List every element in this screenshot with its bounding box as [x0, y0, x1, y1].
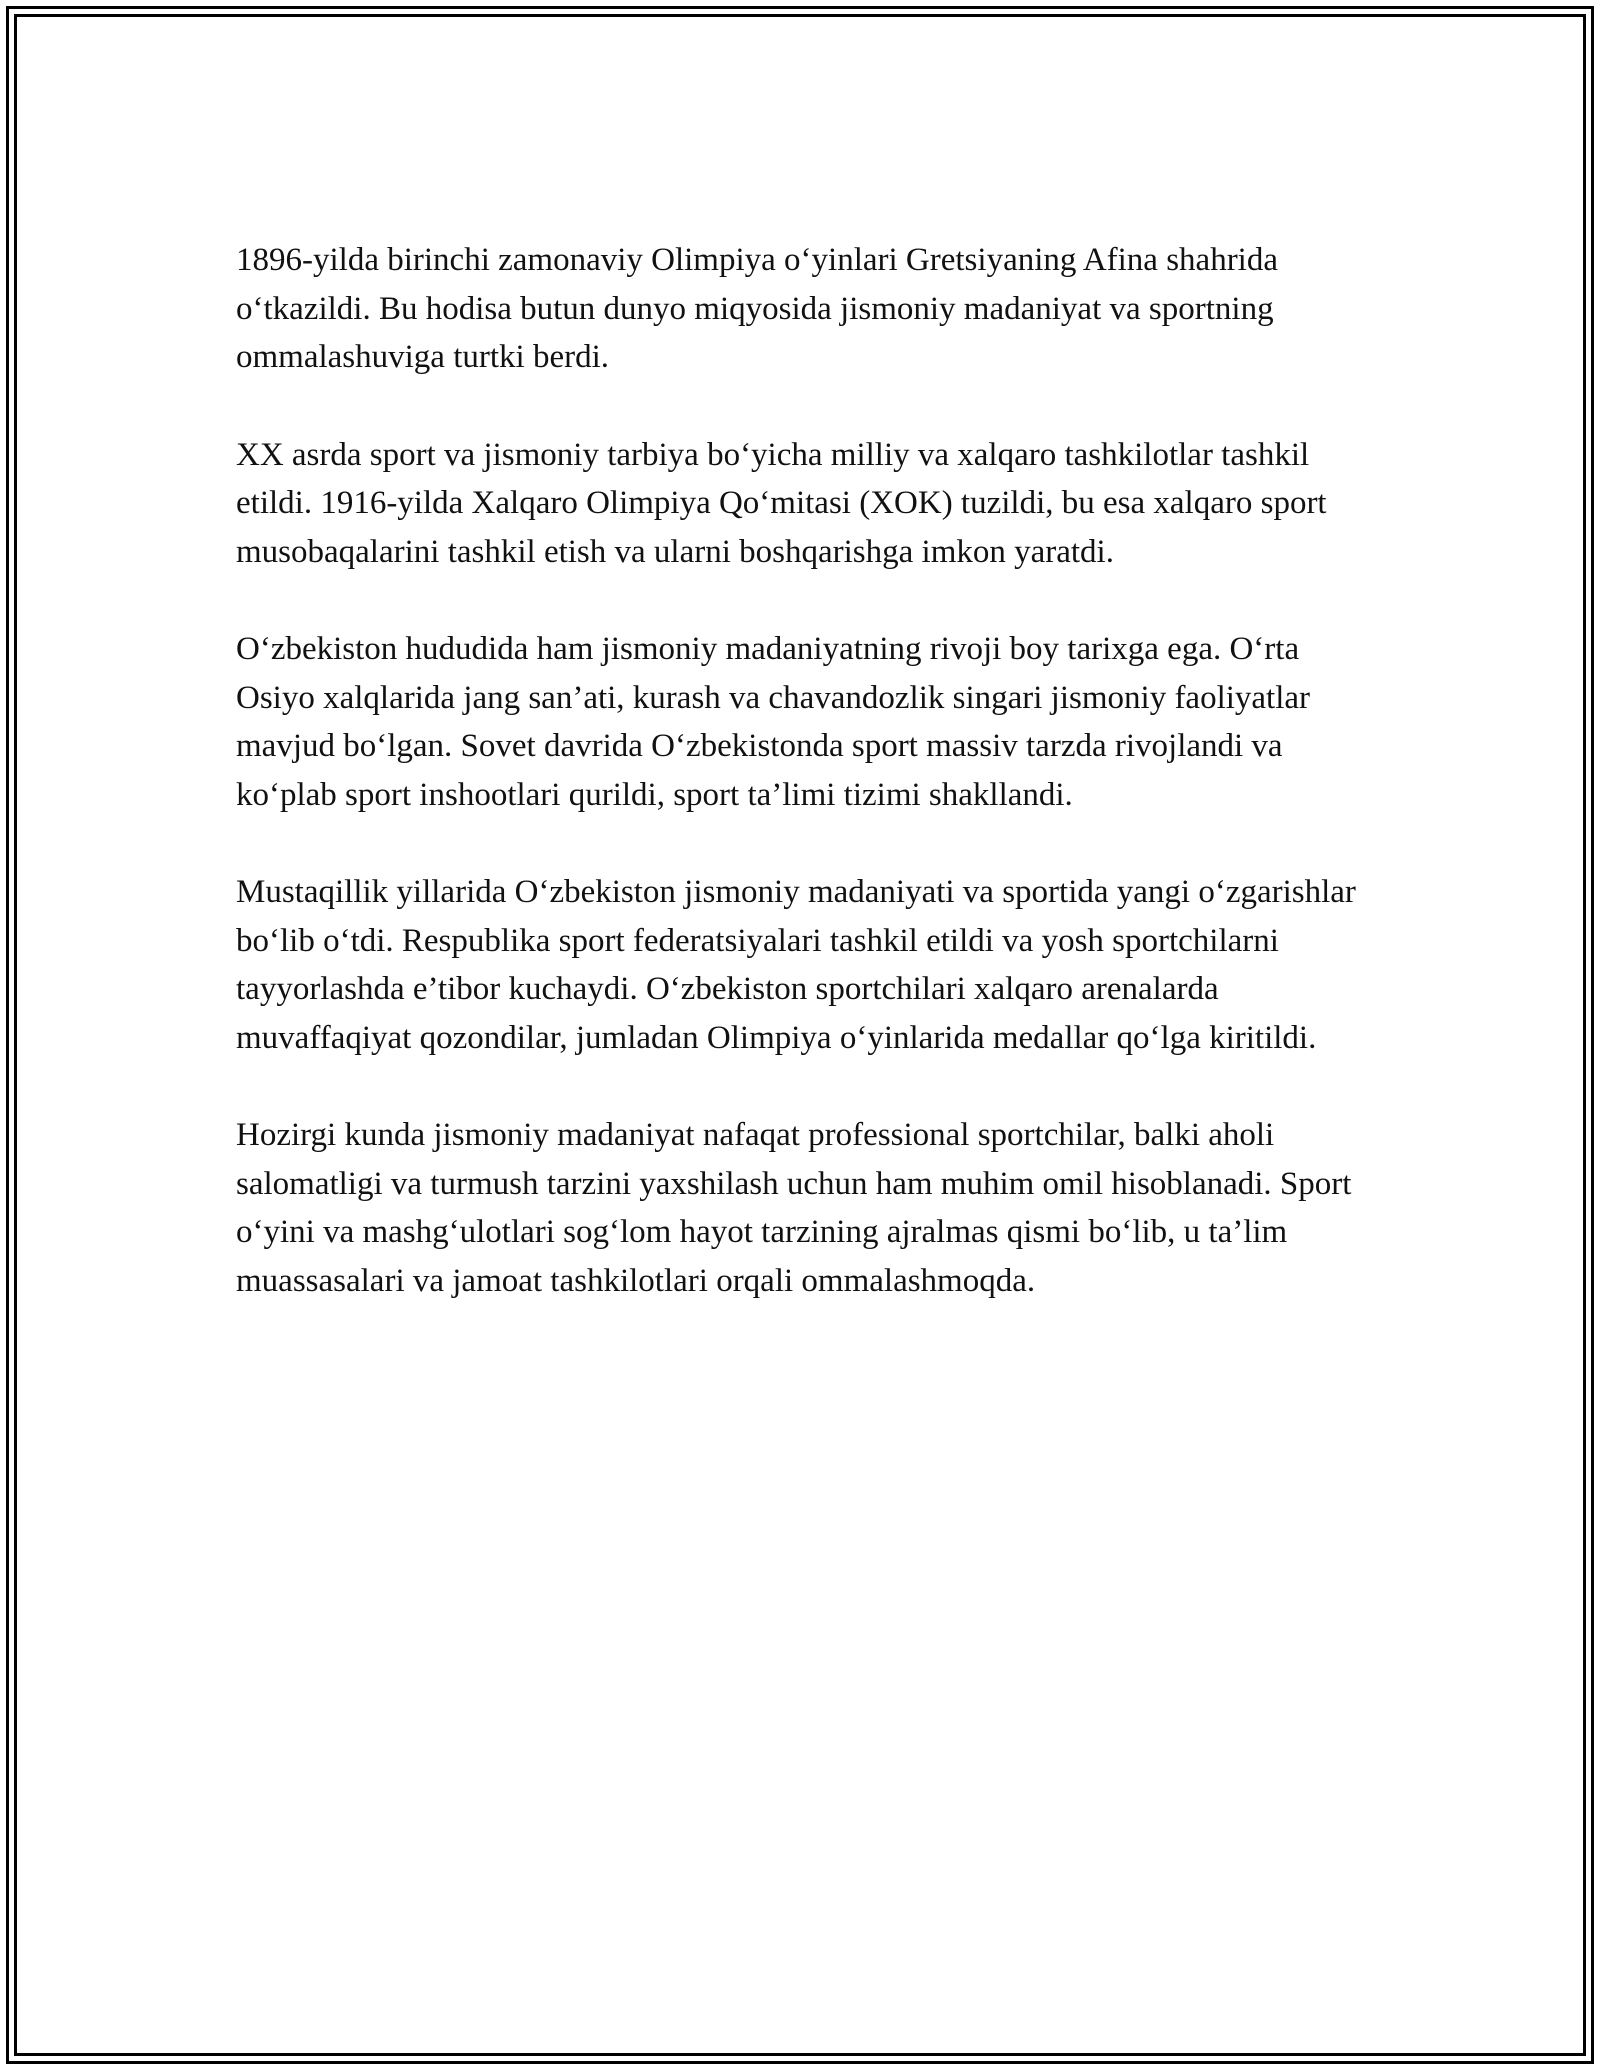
- paragraph-uzbekistan-history: O‘zbekiston hududida ham jismoniy madaniyatning rivoji boy tarixga ega. O‘rta Osiyo xalqlarida jang san’ati, kurash va chavandozlik singari jismoniy faoliyatlar mavjud bo‘lgan. Sovet davrida O‘zbekistonda sport massiv tarzda rivojlandi va ko‘plab sport inshootlari qurildi, sport ta’limi tizimi shakllandi.: [236, 631, 1311, 813]
- paragraph-xx-century: XX asrda sport va jismoniy tarbiya bo‘yicha milliy va xalqaro tashkilotlar tashkil etildi. 1916-yilda Xalqaro Olimpiya Qo‘mitasi (XOK) tuzildi, bu esa xalqaro sport musobaqalarini tashkil etish va ularni boshqarishga imkon yaratdi.: [236, 436, 1327, 570]
- paragraph-olympics-1896: 1896-yilda birinchi zamonaviy Olimpiya o‘yinlari Gretsiyaning Afina shahrida o‘tkazildi. Bu hodisa butun dunyo miqyosida jismoniy madaniyat va sportning ommalashuviga turtki berdi.: [236, 242, 1278, 375]
- paragraph-present-day: Hozirgi kunda jismoniy madaniyat nafaqat professional sportchilar, balki aholi salomatligi va turmush tarzini yaxshilash uchun ham muhim omil hisoblanadi. Sport o‘yini va mashg‘ulotlari sog‘lom hayot tarzining ajralmas qismi bo‘lib, u ta’lim muassasalari va jamoat tashkilotlari orqali ommalashmoqda.: [236, 1117, 1352, 1299]
- paragraph-independence-years: Mustaqillik yillarida O‘zbekiston jismoniy madaniyati va sportida yangi o‘zgarishlar bo‘lib o‘tdi. Respublika sport federatsiyalari tashkil etildi va yosh sportchilarni tayyorlashda e’tibor kuchaydi. O‘zbekiston sportchilari xalqaro arenalarda muvaffaqiyat qozondilar, jumladan Olimpiya o‘yinlarida medallar qo‘lga kiritildi.: [236, 874, 1356, 1056]
- document-body: [236, 236, 1366, 1354]
